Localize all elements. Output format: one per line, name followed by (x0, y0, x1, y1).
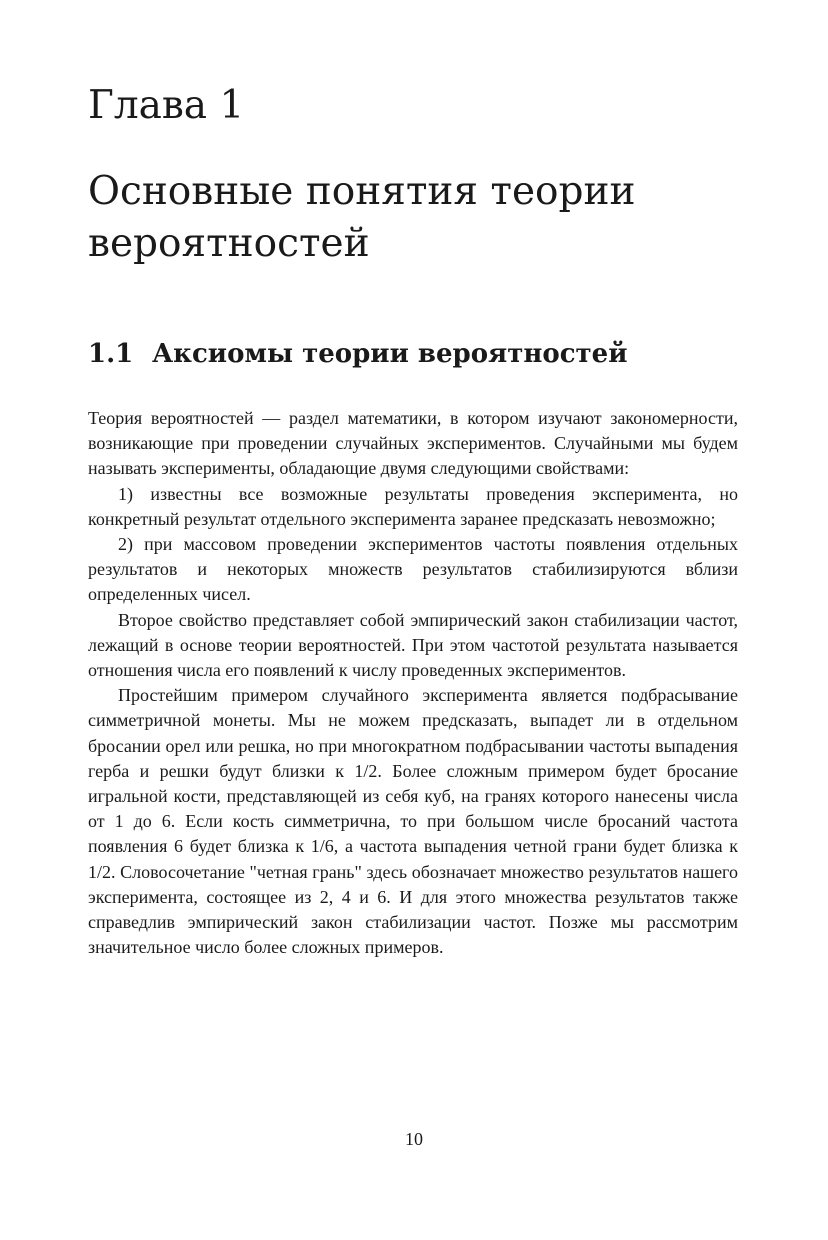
section-title: Аксиомы теории вероятностей (152, 339, 628, 369)
paragraph-intro: Теория вероятностей — раздел математики, в котором изучают закономерности, возникающие при проведении случайных экспериментов. Случайными мы будем называть эксперименты, обладающие двумя следующими свойствами: (88, 408, 738, 479)
paragraph-property-2: 2) при массовом проведении экспериментов частоты появления отдельных результатов и некоторых множеств результатов стабилизируются вблизи определенных чисел. (88, 534, 738, 605)
section-heading (88, 336, 628, 372)
section-number: 1.1 (88, 339, 134, 369)
chapter-title: Основные понятия теории вероятностей (88, 169, 636, 266)
page-number: 10 (405, 1129, 423, 1149)
paragraph-frequency-law: Второе свойство представляет собой эмпирический закон стабилизации частот, лежащий в основе теории вероятностей. При этом частотой результата называется отношения числа его появлений к числу проведенных экспериментов. (88, 609, 738, 681)
body-text (88, 406, 738, 960)
paragraph-examples: Простейшим примером случайного эксперимента является подбрасывание симметричной монеты. Мы не можем предсказать, выпадет ли в отдельном бросании орел или решка, но при многократном подбрасывании частоты выпадения герба и решки будут близки к 1/2. Более сложным примером будет бросание игральной кости, представляющей из себя куб, на гранях которого нанесены числа от 1 до 6. Если кость симметрична, то при большом числе бросаний частота появления 6 будет близка к 1/6, а частота выпадения четной грани будет близка к 1/2. Словосочетание "четная грань" здесь обозначает множество результатов нашего эксперимента, состоящее из 2, 4 и 6. И для этого множества результатов также справедлив эмпирический закон стабилизации частот. Позже мы рассмотрим значительное число более сложных примеров. (88, 685, 738, 958)
chapter-label: Глава 1 (88, 83, 245, 128)
paragraph-property-1: 1) известны все возможные результаты проведения эксперимента, но конкретный результат отдельного эксперимента заранее предсказать невозможно; (88, 483, 738, 529)
